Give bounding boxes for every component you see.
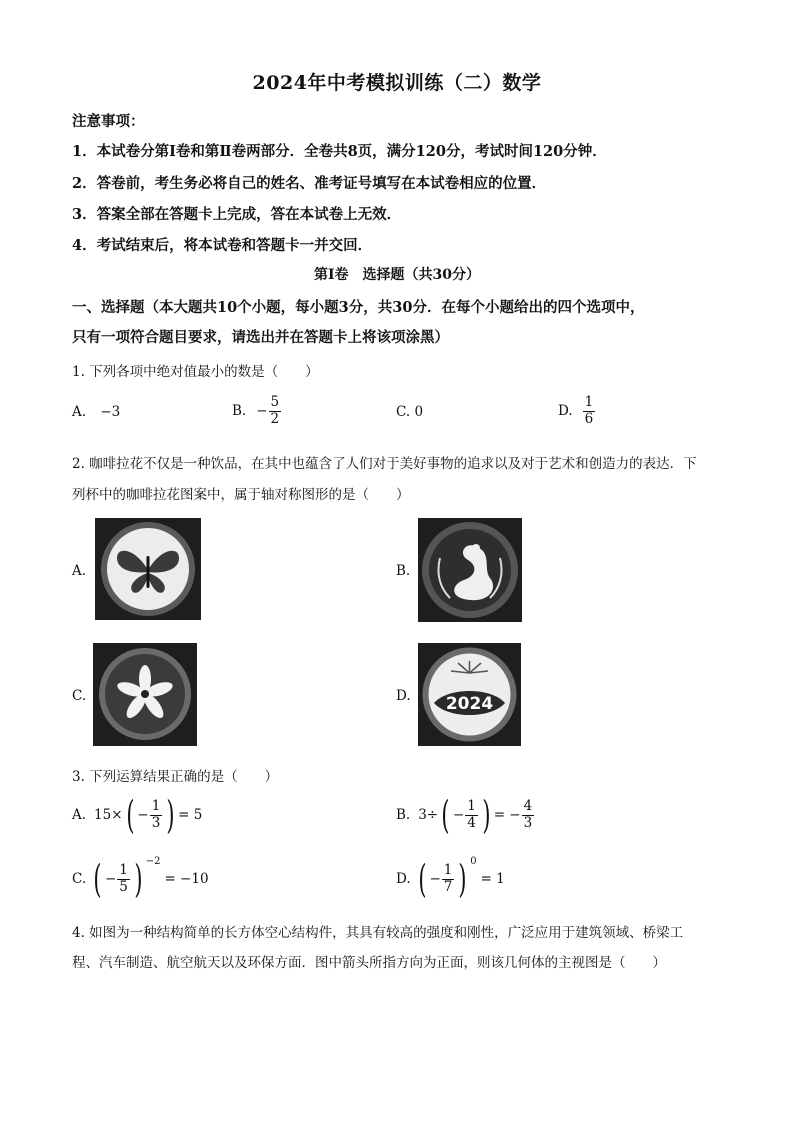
q1-a-value: −3 — [100, 404, 121, 420]
q3-c-fraction — [117, 863, 130, 895]
q3-option-c — [72, 855, 209, 901]
q3-b-denominator: 4 — [467, 814, 476, 831]
q1-c-value: 0 — [414, 404, 424, 420]
left-paren: ( — [417, 857, 427, 901]
q1-b-fraction — [269, 395, 282, 427]
q1-d-numerator: 1 — [584, 394, 594, 410]
q2-a-label: A. — [72, 563, 87, 579]
notice-item-2: 2．答卷前，考生务必将自己的姓名、准考证号填写在本试卷相应的位置． — [72, 175, 547, 192]
q3-d-fraction — [442, 863, 455, 895]
notice-item-4: 4．考试结束后，将本试卷和答题卡一并交回． — [72, 237, 373, 254]
q3-b-sign: − — [452, 807, 465, 823]
q3-a-fraction — [150, 799, 163, 831]
page-title: 2024年中考模拟训练（二）数学 — [252, 72, 542, 94]
q2-c-label: C. — [72, 688, 87, 704]
q3-a-right: = 5 — [178, 807, 203, 823]
right-paren: ) — [458, 857, 467, 901]
q3-c-label: C. — [72, 871, 87, 887]
q1-d-label: D. — [558, 403, 573, 420]
right-paren: ) — [166, 793, 175, 837]
q1-d-fraction — [583, 395, 596, 427]
q1-option-b — [232, 395, 282, 427]
butterfly-latte-image — [95, 518, 201, 620]
q3-c-sign: − — [104, 871, 117, 887]
q3-b-label: B. — [396, 807, 411, 823]
q3-d-exponent: 0 — [470, 855, 477, 867]
flower-latte-image — [93, 643, 197, 746]
left-paren: ( — [93, 857, 102, 901]
q3-c-exponent: −2 — [145, 855, 161, 867]
q3-b-numerator: 1 — [467, 797, 476, 814]
q3-b-result-fraction — [522, 799, 535, 831]
section-instruction-line1: 一、选择题（本大题共10个小题，每小题3分，共30分．在每个小题给出的四个选项中， — [72, 299, 645, 316]
q1-b-numerator: 5 — [270, 394, 280, 410]
q2-stem-line1: 2. 咖啡拉花不仅是一种饮品，在其中也蕴含了人们对于美好事物的追求以及对于艺术和创造力的表达．下 — [72, 456, 697, 472]
section-instruction-line2: 只有一项符合题目要求，请选出并在答题卡上将该项涂黑） — [72, 329, 449, 346]
q3-d-numerator: 1 — [443, 861, 453, 878]
q2-b-label: B. — [396, 563, 411, 579]
left-paren: ( — [441, 793, 450, 837]
q1-b-denominator: 2 — [270, 410, 280, 427]
q3-a-numerator: 1 — [151, 797, 161, 814]
q1-b-label: B. — [232, 403, 247, 420]
q3-option-a — [72, 793, 203, 837]
q4-stem-line2: 程、汽车制造、航空航天以及环保方面．图中箭头所指方向为正面，则该几何体的主视图是（ ） — [72, 955, 666, 971]
q1-a-label: A. — [72, 404, 87, 420]
q2-d-label: D. — [396, 688, 411, 704]
q1-stem: 1. 下列各项中绝对值最小的数是（ ） — [72, 364, 319, 380]
q3-d-sign: − — [429, 871, 441, 887]
left-paren: ( — [125, 793, 135, 837]
q3-d-label: D. — [396, 871, 411, 887]
q1-b-sign: − — [256, 403, 268, 420]
section-header: 第Ⅰ卷 选择题（共30分） — [313, 267, 481, 283]
fireworks-2024-latte-image — [418, 643, 521, 746]
q1-option-a — [72, 404, 120, 420]
q3-option-b — [396, 793, 535, 837]
swan-latte-image — [418, 518, 522, 622]
notice-item-3: 3．答案全部在答题卡上完成，答在本试卷上无效． — [72, 206, 402, 223]
q3-c-denominator: 5 — [119, 878, 128, 895]
q1-option-d — [558, 395, 596, 427]
q1-d-denominator: 6 — [584, 410, 594, 427]
q3-d-right: = 1 — [480, 871, 505, 887]
q3-a-left: 15× — [94, 807, 123, 823]
right-paren: ) — [482, 793, 491, 837]
q1-c-label: C. — [396, 404, 411, 420]
q3-b-result-denominator: 3 — [523, 814, 533, 831]
notice-item-1: 1．本试卷分第Ⅰ卷和第Ⅱ卷两部分．全卷共8页，满分120分，考试时间120分钟． — [72, 143, 607, 160]
q3-stem: 3. 下列运算结果正确的是（ ） — [72, 769, 279, 785]
q3-b-left: 3÷ — [418, 807, 439, 823]
right-paren: ) — [134, 857, 143, 901]
q3-b-fraction — [465, 799, 478, 831]
q3-b-eq: = − — [493, 807, 521, 823]
q3-a-label: A. — [72, 807, 87, 823]
q3-a-sign: − — [137, 807, 149, 823]
q3-a-denominator: 3 — [151, 814, 161, 831]
q4-stem-line1: 4. 如图为一种结构简单的长方体空心结构件，其具有较高的强度和刚性，广泛应用于建筑领域、桥梁工 — [72, 925, 684, 941]
q3-d-denominator: 7 — [443, 878, 453, 895]
q3-b-result-numerator: 4 — [523, 797, 533, 814]
q3-c-numerator: 1 — [119, 861, 128, 878]
q3-c-right: = −10 — [164, 871, 209, 887]
q1-option-c — [396, 404, 423, 420]
q2-stem-line2: 列杯中的咖啡拉花图案中，属于轴对称图形的是（ ） — [72, 487, 410, 503]
latte-2024-text: 2024 — [445, 694, 494, 714]
notice-heading: 注意事项： — [72, 113, 145, 130]
q3-option-d — [396, 855, 505, 901]
